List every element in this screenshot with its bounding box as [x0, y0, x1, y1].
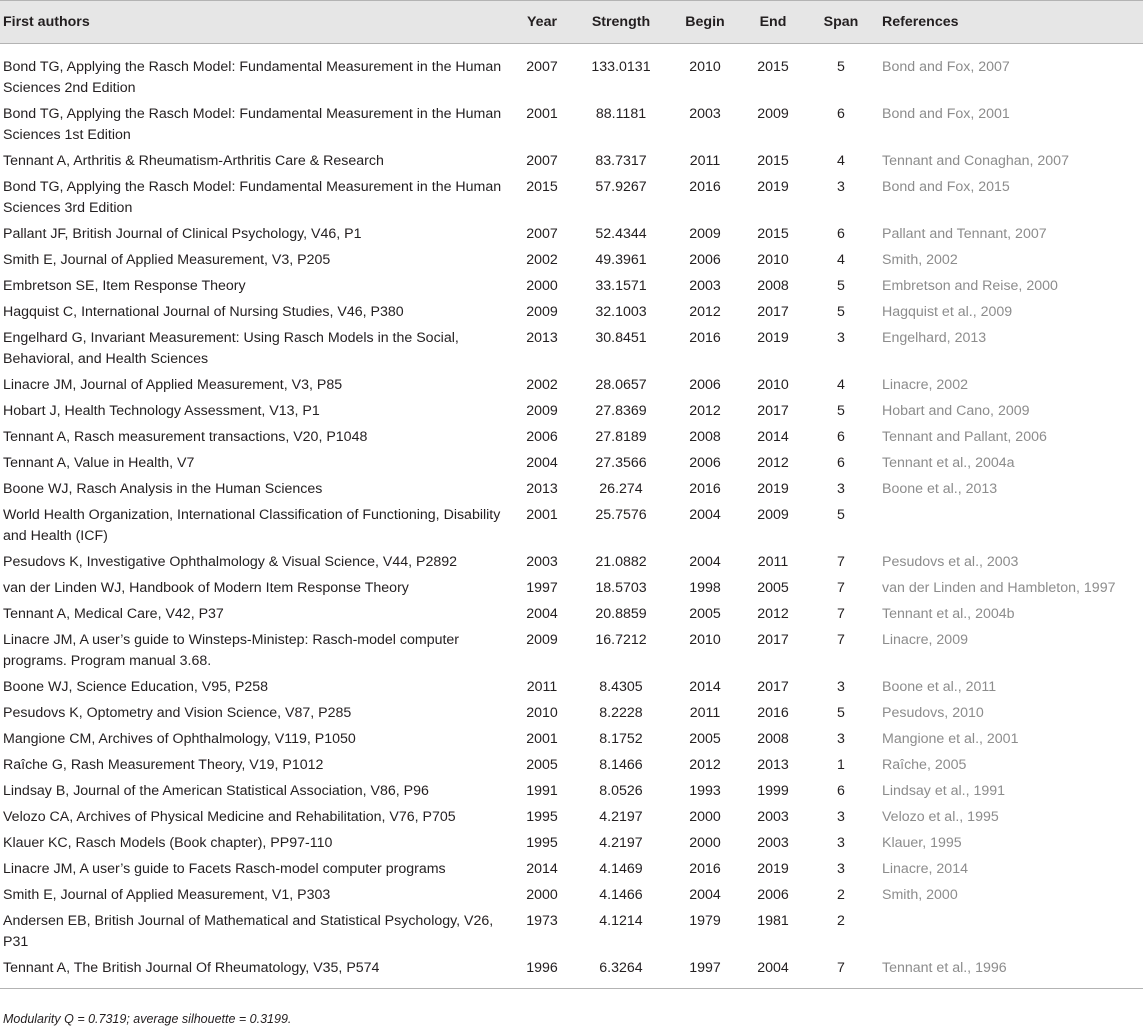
cell-reference: Mangione et al., 2001: [882, 731, 1019, 747]
cell-end: 2004: [744, 955, 802, 989]
cell-reference: Linacre, 2009: [882, 632, 968, 648]
cell-end: 2016: [757, 705, 789, 721]
cell-span: 1: [837, 757, 845, 773]
cell-begin: 2016: [689, 330, 721, 346]
cell-year: 2004: [526, 606, 558, 622]
table-row: [0, 372, 1143, 398]
cell-begin: 1998: [689, 580, 721, 596]
header-first-authors: First authors: [0, 1, 508, 44]
cell-first-author: Mangione CM, Archives of Ophthalmology, V119, P1050: [3, 731, 356, 747]
table-row: [0, 752, 1143, 778]
cell-begin: 2005: [689, 731, 721, 747]
cell-span: 5: [837, 705, 845, 721]
cell-strength: 4.2197: [599, 835, 643, 851]
cell-first-author: Velozo CA, Archives of Physical Medicine and Rehabilitation, V76, P705: [3, 809, 456, 825]
table-row: [0, 398, 1143, 424]
cell-span: 5: [837, 507, 845, 523]
cell-first-author: Bond TG, Applying the Rasch Model: Fundamental Measurement in the Human Sciences 1st Edition: [3, 106, 502, 143]
cell-span: 6: [837, 783, 845, 799]
cell-reference: Smith, 2000: [882, 887, 958, 903]
cell-span: 7: [802, 955, 880, 989]
cell-first-author: Embretson SE, Item Response Theory: [3, 278, 246, 294]
table-row: [0, 101, 1143, 148]
cell-first-author: Hagquist C, International Journal of Nursing Studies, V46, P380: [3, 304, 404, 320]
cell-reference: Bond and Fox, 2007: [882, 59, 1010, 75]
cell-end: 2010: [757, 377, 789, 393]
cell-first-author: Tennant A, The British Journal Of Rheumatology, V35, P574: [0, 955, 508, 989]
cell-year: 2011: [526, 679, 558, 695]
cell-begin: 2016: [689, 861, 721, 877]
table-row: [0, 549, 1143, 575]
cell-first-author: Linacre JM, A user’s guide to Winsteps-Ministep: Rasch-model computer programs. Program manual 3.68.: [3, 632, 460, 669]
cell-first-author: van der Linden WJ, Handbook of Modern Item Response Theory: [3, 580, 409, 596]
cell-span: 3: [837, 731, 845, 747]
cell-span: 7: [837, 632, 845, 648]
cell-end: 2017: [757, 304, 789, 320]
table-row: [0, 726, 1143, 752]
cell-strength: 27.8369: [595, 403, 647, 419]
cell-year: 2015: [526, 179, 558, 195]
cell-begin: 2003: [689, 278, 721, 294]
cell-strength: 57.9267: [595, 179, 647, 195]
cell-end: 2012: [757, 606, 789, 622]
cell-reference: Velozo et al., 1995: [882, 809, 999, 825]
cell-span: 7: [837, 580, 845, 596]
cell-end: 2017: [757, 679, 789, 695]
header-end: End: [744, 1, 802, 44]
cell-reference: Pesudovs et al., 2003: [882, 554, 1019, 570]
cell-year: 2003: [526, 554, 558, 570]
cell-span: 4: [837, 377, 845, 393]
table-row: [0, 148, 1143, 174]
header-span: Span: [802, 1, 880, 44]
cell-begin: 2000: [689, 809, 721, 825]
cell-year: 2007: [526, 59, 558, 75]
cell-first-author: Smith E, Journal of Applied Measurement, V3, P205: [3, 252, 331, 268]
table-row: [0, 955, 1143, 989]
table-row: [0, 247, 1143, 273]
cell-strength: 20.8859: [595, 606, 647, 622]
cell-span: 7: [837, 606, 845, 622]
cell-end: 2003: [757, 809, 789, 825]
cell-strength: 49.3961: [595, 252, 647, 268]
cell-reference: Smith, 2002: [882, 252, 958, 268]
cell-first-author: Linacre JM, Journal of Applied Measurement, V3, P85: [3, 377, 343, 393]
cell-end: 1981: [757, 913, 789, 929]
cell-year: 2007: [526, 226, 558, 242]
cell-first-author: Tennant A, Value in Health, V7: [3, 455, 195, 471]
cell-reference: Engelhard, 2013: [882, 330, 987, 346]
table-row: [0, 502, 1143, 549]
cell-year: 2013: [526, 481, 558, 497]
cell-first-author: Pallant JF, British Journal of Clinical Psychology, V46, P1: [3, 226, 362, 242]
table-row: [0, 700, 1143, 726]
table-footnote: Modularity Q = 0.7319; average silhouette = 0.3199.: [3, 1012, 292, 1026]
cell-span: 7: [837, 554, 845, 570]
cell-begin: 1997: [666, 955, 744, 989]
cell-strength: 28.0657: [595, 377, 647, 393]
cell-end: 2008: [757, 731, 789, 747]
cell-first-author: Hobart J, Health Technology Assessment, V13, P1: [3, 403, 320, 419]
cell-reference: Boone et al., 2013: [882, 481, 998, 497]
table-row: [0, 830, 1143, 856]
table-row: [0, 299, 1143, 325]
cell-first-author: Boone WJ, Science Education, V95, P258: [3, 679, 268, 695]
cell-strength: 8.1752: [599, 731, 643, 747]
table-header: [0, 1, 1143, 44]
cell-reference: [880, 502, 1143, 549]
header-references: References: [880, 1, 1143, 44]
table-row: [0, 804, 1143, 830]
cell-end: 2012: [757, 455, 789, 471]
cell-span: 3: [837, 679, 845, 695]
cell-strength: 25.7576: [595, 507, 647, 523]
cell-strength: 30.8451: [595, 330, 647, 346]
cell-first-author: Pesudovs K, Investigative Ophthalmology & Visual Science, V44, P2892: [3, 554, 458, 570]
cell-span: 3: [837, 809, 845, 825]
cell-span: 5: [837, 278, 845, 294]
cell-end: 2019: [757, 330, 789, 346]
cell-strength: 16.7212: [595, 632, 647, 648]
cell-span: 2: [837, 913, 845, 929]
cell-strength: 4.1469: [599, 861, 643, 877]
cell-span: 5: [837, 59, 845, 75]
cell-first-author: Pesudovs K, Optometry and Vision Science, V87, P285: [3, 705, 352, 721]
cell-year: 2013: [526, 330, 558, 346]
cell-strength: 27.8189: [595, 429, 647, 445]
cell-begin: 1979: [689, 913, 721, 929]
cell-strength: 8.4305: [599, 679, 643, 695]
cell-span: 6: [837, 106, 845, 122]
table-body: [0, 44, 1143, 989]
table-row: [0, 44, 1143, 102]
table-row: [0, 601, 1143, 627]
cell-begin: 2006: [689, 455, 721, 471]
cell-begin: 2010: [689, 632, 721, 648]
cell-year: 2009: [526, 403, 558, 419]
cell-year: 2001: [526, 507, 558, 523]
cell-reference: Linacre, 2002: [882, 377, 968, 393]
cell-reference: Tennant and Pallant, 2006: [882, 429, 1047, 445]
cell-begin: 2009: [689, 226, 721, 242]
cell-end: 2017: [757, 632, 789, 648]
cell-year: 2005: [526, 757, 558, 773]
cell-end: 1999: [757, 783, 789, 799]
cell-strength: 4.2197: [599, 809, 643, 825]
table-row: [0, 627, 1143, 674]
cell-year: 2001: [526, 106, 558, 122]
cell-begin: 2016: [689, 179, 721, 195]
cell-year: 1973: [526, 913, 558, 929]
table-row: [0, 273, 1143, 299]
cell-begin: 2006: [689, 377, 721, 393]
cell-end: 2008: [757, 278, 789, 294]
cell-span: 3: [837, 861, 845, 877]
cell-begin: 2014: [689, 679, 721, 695]
cell-begin: 2011: [689, 153, 721, 169]
cell-end: 2009: [757, 507, 789, 523]
cell-reference: Hobart and Cano, 2009: [882, 403, 1030, 419]
cell-first-author: Tennant A, Arthritis & Rheumatism-Arthritis Care & Research: [3, 153, 384, 169]
cell-reference: Pallant and Tennant, 2007: [882, 226, 1047, 242]
cell-begin: 2004: [689, 554, 721, 570]
cell-span: 5: [837, 304, 845, 320]
cell-end: 2009: [757, 106, 789, 122]
cell-end: 2015: [757, 226, 789, 242]
cell-year: 2000: [526, 278, 558, 294]
cell-span: 2: [837, 887, 845, 903]
cell-first-author: Tennant A, Medical Care, V42, P37: [3, 606, 224, 622]
cell-begin: 2012: [689, 757, 721, 773]
cell-end: 2003: [757, 835, 789, 851]
cell-span: 4: [837, 153, 845, 169]
cell-reference: Klauer, 1995: [882, 835, 962, 851]
table-row: [0, 674, 1143, 700]
cell-first-author: Boone WJ, Rasch Analysis in the Human Sciences: [3, 481, 323, 497]
cell-span: 3: [837, 835, 845, 851]
cell-end: 2019: [757, 179, 789, 195]
cell-strength: 32.1003: [595, 304, 647, 320]
cell-first-author: Raîche G, Rash Measurement Theory, V19, P1012: [3, 757, 324, 773]
cell-begin: 2006: [689, 252, 721, 268]
cell-strength: 4.1466: [599, 887, 643, 903]
cell-first-author: Andersen EB, British Journal of Mathematical and Statistical Psychology, V26, P31: [3, 913, 494, 950]
cell-reference: Tennant et al., 1996: [880, 955, 1143, 989]
cell-strength: 4.1214: [599, 913, 643, 929]
table-row: [0, 778, 1143, 804]
cell-reference: Bond and Fox, 2015: [882, 179, 1010, 195]
cell-end: 2014: [757, 429, 789, 445]
cell-reference: Tennant et al., 2004a: [882, 455, 1015, 471]
cell-span: 6: [837, 429, 845, 445]
cell-begin: 2016: [689, 481, 721, 497]
cell-year: 2001: [526, 731, 558, 747]
table-row: [0, 908, 1143, 955]
cell-first-author: Klauer KC, Rasch Models (Book chapter), PP97-110: [3, 835, 333, 851]
cell-begin: 1993: [689, 783, 721, 799]
cell-year: 2000: [526, 887, 558, 903]
cell-first-author: Engelhard G, Invariant Measurement: Using Rasch Models in the Social, Behavioral, and Health Sciences: [3, 330, 459, 367]
cell-begin: 2000: [689, 835, 721, 851]
cell-year: 2002: [526, 252, 558, 268]
cell-begin: 2004: [689, 887, 721, 903]
cell-reference: Bond and Fox, 2001: [882, 106, 1010, 122]
cell-strength: 21.0882: [595, 554, 647, 570]
cell-begin: 2010: [689, 59, 721, 75]
table-row: [0, 476, 1143, 502]
cell-strength: 83.7317: [595, 153, 647, 169]
cell-reference: [880, 908, 1143, 955]
cell-end: 2005: [757, 580, 789, 596]
cell-strength: 52.4344: [595, 226, 647, 242]
cell-year: 2002: [526, 377, 558, 393]
table-row: [0, 221, 1143, 247]
cell-begin: 2003: [689, 106, 721, 122]
table-row: [0, 325, 1143, 372]
cell-strength: 6.3264: [576, 955, 666, 989]
cell-reference: Tennant et al., 2004b: [882, 606, 1015, 622]
cell-strength: 133.0131: [591, 59, 651, 75]
cell-reference: Embretson and Reise, 2000: [882, 278, 1058, 294]
cell-first-author: Linacre JM, A user’s guide to Facets Rasch-model computer programs: [3, 861, 446, 877]
cell-span: 6: [837, 226, 845, 242]
cell-year: 2014: [526, 861, 558, 877]
table-row: [0, 856, 1143, 882]
cell-first-author: World Health Organization, International Classification of Functioning, Disability and Health (ICF): [3, 507, 501, 544]
cell-first-author: Smith E, Journal of Applied Measurement, V1, P303: [3, 887, 331, 903]
cell-first-author: Tennant A, Rasch measurement transactions, V20, P1048: [3, 429, 368, 445]
cell-end: 2019: [757, 481, 789, 497]
cell-span: 3: [837, 481, 845, 497]
cell-begin: 2004: [689, 507, 721, 523]
cell-first-author: Bond TG, Applying the Rasch Model: Fundamental Measurement in the Human Sciences 2nd Edition: [3, 59, 502, 96]
cell-first-author: Bond TG, Applying the Rasch Model: Fundamental Measurement in the Human Sciences 3rd Edition: [3, 179, 502, 216]
table-row: [0, 575, 1143, 601]
cell-year: 1995: [526, 835, 558, 851]
cell-span: 5: [837, 403, 845, 419]
table-row: [0, 450, 1143, 476]
cell-strength: 26.274: [599, 481, 643, 497]
cell-year: 2007: [526, 153, 558, 169]
cell-begin: 2012: [689, 304, 721, 320]
cell-strength: 88.1181: [595, 106, 647, 122]
header-row: [0, 1, 1143, 44]
cell-end: 2015: [757, 59, 789, 75]
cell-year: 2009: [526, 304, 558, 320]
table-row: [0, 174, 1143, 221]
cell-begin: 2011: [689, 705, 721, 721]
cell-begin: 2005: [689, 606, 721, 622]
cell-reference: Hagquist et al., 2009: [882, 304, 1013, 320]
cell-year: 2006: [526, 429, 558, 445]
cell-strength: 8.0526: [599, 783, 643, 799]
cell-reference: Lindsay et al., 1991: [882, 783, 1006, 799]
cell-span: 3: [837, 330, 845, 346]
cell-end: 2015: [757, 153, 789, 169]
cell-end: 2017: [757, 403, 789, 419]
cell-year: 2004: [526, 455, 558, 471]
cell-strength: 18.5703: [595, 580, 647, 596]
cell-strength: 33.1571: [595, 278, 647, 294]
cell-begin: 2012: [689, 403, 721, 419]
cell-year: 2010: [526, 705, 558, 721]
header-strength: Strength: [576, 1, 666, 44]
cell-year: 1996: [508, 955, 576, 989]
cell-end: 2006: [757, 887, 789, 903]
cell-year: 1991: [526, 783, 558, 799]
cell-first-author: Lindsay B, Journal of the American Statistical Association, V86, P96: [3, 783, 429, 799]
cell-reference: Linacre, 2014: [882, 861, 968, 877]
table-row: [0, 424, 1143, 450]
cell-reference: van der Linden and Hambleton, 1997: [882, 580, 1116, 596]
cell-span: 6: [837, 455, 845, 471]
cell-end: 2011: [757, 554, 789, 570]
table-row: [0, 882, 1143, 908]
header-begin: Begin: [666, 1, 744, 44]
cell-end: 2010: [757, 252, 789, 268]
cell-strength: 8.1466: [599, 757, 643, 773]
cell-year: 1997: [526, 580, 558, 596]
cell-year: 1995: [526, 809, 558, 825]
cell-end: 2019: [757, 861, 789, 877]
cell-end: 2013: [757, 757, 789, 773]
cell-strength: 27.3566: [595, 455, 647, 471]
cell-begin: 2008: [689, 429, 721, 445]
cell-year: 2009: [526, 632, 558, 648]
cell-span: 3: [837, 179, 845, 195]
header-year: Year: [508, 1, 576, 44]
cell-reference: Tennant and Conaghan, 2007: [882, 153, 1069, 169]
cell-reference: Boone et al., 2011: [882, 679, 997, 695]
cell-reference: Raîche, 2005: [882, 757, 967, 773]
cell-span: 4: [837, 252, 845, 268]
cell-strength: 8.2228: [599, 705, 643, 721]
cell-reference: Pesudovs, 2010: [882, 705, 984, 721]
